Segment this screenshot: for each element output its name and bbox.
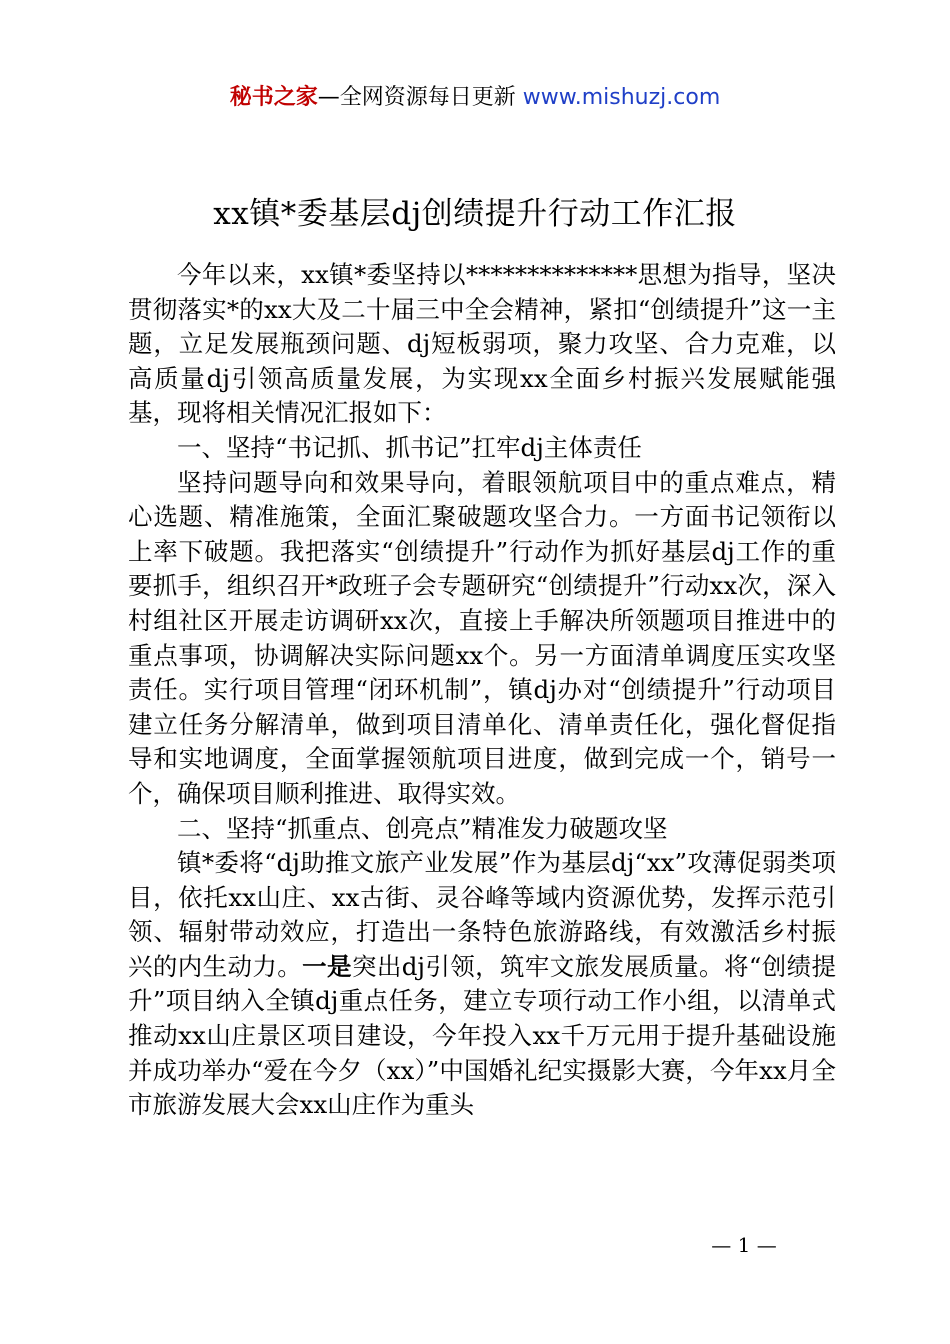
site-brand: 秘书之家 — [229, 85, 318, 110]
emphasis-first-point: 一是 — [302, 951, 352, 981]
site-tagline: —全网资源每日更新 — [317, 85, 523, 110]
document-title: xx镇*委基层dj创绩提升行动工作汇报 — [213, 196, 737, 232]
paragraph-section-2-tail: 突出dj引领，筑牢文旅发展质量。将“创绩提升”项目纳入全镇dj重点任务，建立专项行动工作小组，以清单式推动xx山庄景区项目建设，今年投入xx千万元用于提升基础设施并成功举办“爱在今夕（xx）”中国婚礼纪实摄影大赛，今年xx月全市旅游发展大会xx山庄作为重头 — [128, 951, 836, 1120]
paragraph-section-2 — [128, 846, 836, 1123]
section-heading-2: 二、坚持“抓重点、创亮点”精准发力破题攻坚 — [177, 813, 668, 843]
site-url-link[interactable]: www.mishuzj.com — [522, 85, 721, 110]
site-header — [0, 80, 950, 111]
paragraph-intro: 今年以来，xx镇*委坚持以**************思想为指导，坚决贯彻落实*的xx大及二十届三中全会精神，紧扣“创绩提升”这一主题，立足发展瓶颈问题、dj短板弱项，聚力攻坚、合力克难，以高质量dj引领高质量发展，为实现xx全面乡村振兴发展赋能强基，现将相关情况汇报如下： — [128, 260, 836, 428]
document-body — [128, 258, 836, 1123]
paragraph-section-2-lead: 镇*委将“dj助推文旅产业发展”作为基层dj“xx”攻薄促弱类项目，依托xx山庄、xx古街、灵谷峰等域内资源优势，发挥示范引领、辐射带动效应，打造出一条特色旅游路线，有效激活乡村振兴的内生动力。 — [128, 848, 836, 981]
section-heading-1: 一、坚持“书记抓、抓书记”扛牢dj主体责任 — [177, 432, 642, 462]
paragraph-section-1: 坚持问题导向和效果导向，着眼领航项目中的重点难点，精心选题、精准施策，全面汇聚破题攻坚合力。一方面书记领衔以上率下破题。我把落实“创绩提升”行动作为抓好基层dj工作的重要抓手，组织召开*政班子会专题研究“创绩提升”行动xx次，深入村组社区开展走访调研xx次，直接上手解决所领题项目推进中的重点事项，协调解决实际问题xx个。另一方面清单调度压实攻坚责任。实行项目管理“闭环机制”，镇dj办对“创绩提升”行动项目建立任务分解清单，做到项目清单化、清单责任化，强化督促指导和实地调度，全面掌握领航项目进度，做到完成一个，销号一个，确保项目顺利推进、取得实效。 — [128, 467, 836, 808]
page-number: — 1 — — [711, 1233, 777, 1257]
